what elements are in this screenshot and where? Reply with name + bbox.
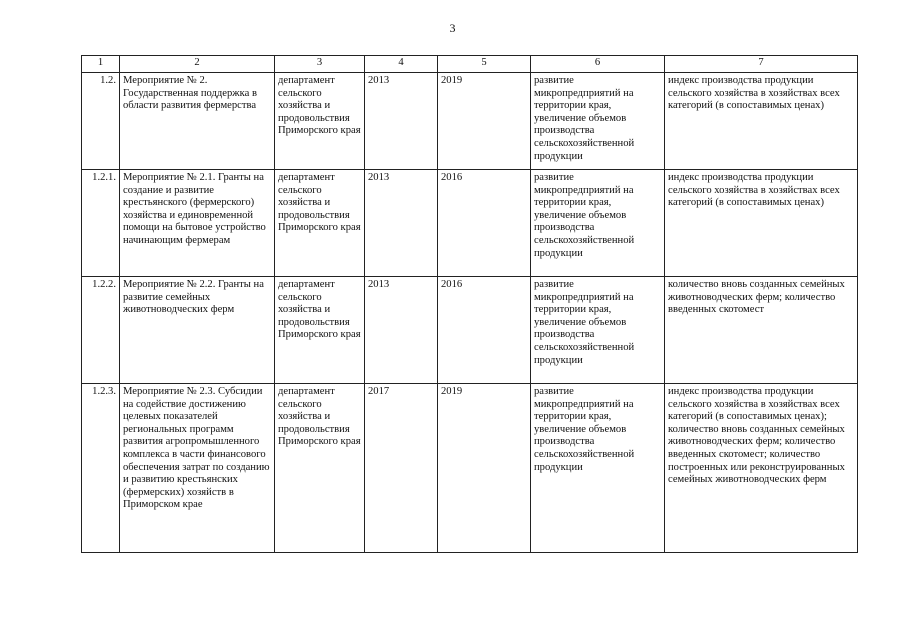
row-number: 1.2.: [82, 73, 120, 170]
header-col-4: 4: [365, 56, 438, 73]
row-number: 1.2.2.: [82, 277, 120, 384]
page-number: 3: [449, 21, 456, 35]
table-row: [82, 277, 858, 384]
expected-result: развитие микропредприятий на территории края, увеличение объемов производства сельскохозяйственной продукции: [531, 384, 665, 553]
executor: департамент сельского хозяйства и продовольствия Приморского края: [275, 170, 365, 277]
start-year: 2013: [365, 170, 438, 277]
header-col-2: 2: [120, 56, 275, 73]
indicator: индекс производства продукции сельского хозяйства в хозяйствах всех категорий (в сопоставимых ценах): [665, 73, 858, 170]
table-row: [82, 170, 858, 277]
start-year: 2017: [365, 384, 438, 553]
start-year: 2013: [365, 277, 438, 384]
indicator: индекс производства продукции сельского хозяйства в хозяйствах всех категорий (в сопоставимых ценах): [665, 170, 858, 277]
executor: департамент сельского хозяйства и продовольствия Приморского края: [275, 277, 365, 384]
start-year: 2013: [365, 73, 438, 170]
event-name: Мероприятие № 2.1. Гранты на создание и развитие крестьянского (фермерского) хозяйства и единовременной помощи на бытовое устройство начинающим фермерам: [120, 170, 275, 277]
executor: департамент сельского хозяйства и продовольствия Приморского края: [275, 384, 365, 553]
expected-result: развитие микропредприятий на территории края, увеличение объемов производства сельскохозяйственной продукции: [531, 277, 665, 384]
end-year: 2019: [438, 73, 531, 170]
end-year: 2016: [438, 277, 531, 384]
event-name: Мероприятие № 2.2. Гранты на развитие семейных животноводческих ферм: [120, 277, 275, 384]
indicator: количество вновь созданных семейных животноводческих ферм; количество введенных скотомест: [665, 277, 858, 384]
event-name: Мероприятие № 2. Государственная поддержка в области развития фермерства: [120, 73, 275, 170]
executor: департамент сельского хозяйства и продовольствия Приморского края: [275, 73, 365, 170]
row-number: 1.2.3.: [82, 384, 120, 553]
expected-result: развитие микропредприятий на территории края, увеличение объемов производства сельскохозяйственной продукции: [531, 170, 665, 277]
table-row: [82, 73, 858, 170]
header-col-3: 3: [275, 56, 365, 73]
program-events-table: [81, 55, 858, 553]
indicator: индекс производства продукции сельского хозяйства в хозяйствах всех категорий (в сопоставимых ценах); количество вновь созданных семейных животноводческих ферм; количество введенных скотомест; количество построенных или реконструированных семейных животноводческих ферм: [665, 384, 858, 553]
end-year: 2019: [438, 384, 531, 553]
expected-result: развитие микропредприятий на территории края, увеличение объемов производства сельскохозяйственной продукции: [531, 73, 665, 170]
header-row: [82, 56, 858, 73]
header-col-5: 5: [438, 56, 531, 73]
header-col-7: 7: [665, 56, 858, 73]
row-number: 1.2.1.: [82, 170, 120, 277]
header-col-1: 1: [82, 56, 120, 73]
end-year: 2016: [438, 170, 531, 277]
header-col-6: 6: [531, 56, 665, 73]
table-row: [82, 384, 858, 553]
event-name: Мероприятие № 2.3. Субсидии на содействие достижению целевых показателей региональных программ развития агропромышленного комплекса в части финансового обеспечения затрат по созданию и развитию крестьянских (фермерских) хозяйств в Приморском крае: [120, 384, 275, 553]
